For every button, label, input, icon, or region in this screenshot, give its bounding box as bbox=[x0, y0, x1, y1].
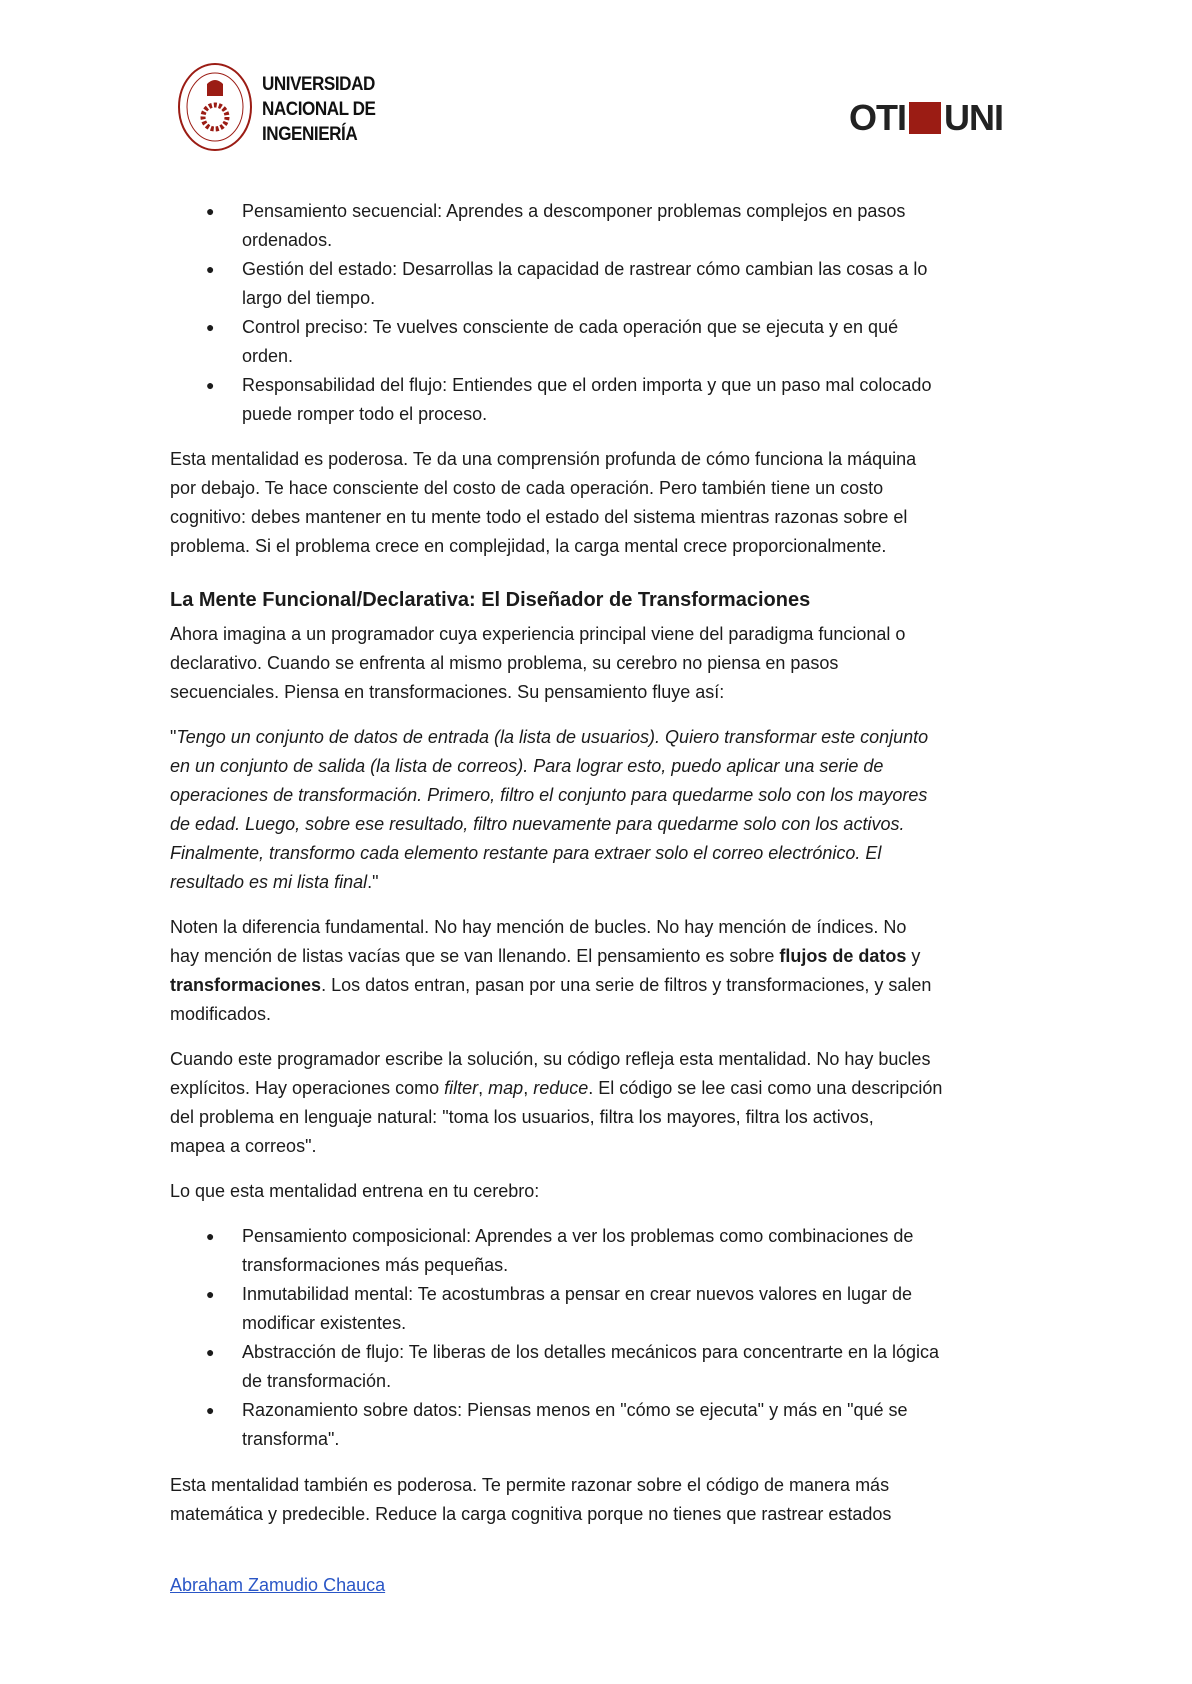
oti-uni-logo bbox=[849, 97, 1003, 138]
line: matemática y predecible. Reduce la carga cognitiva porque no tienes que rastrear estados bbox=[170, 1504, 892, 1524]
university-logo-text bbox=[262, 72, 375, 147]
line: transformaciones más pequeñas. bbox=[242, 1255, 509, 1275]
line: modificados. bbox=[170, 1004, 272, 1024]
oti-logo-mark bbox=[909, 102, 941, 134]
line: puede romper todo el proceso. bbox=[242, 404, 488, 424]
line: operaciones de transformación. Primero, filtro el conjunto para quedarme solo con los mayores bbox=[170, 785, 928, 805]
line: mapea a correos". bbox=[170, 1136, 317, 1156]
line: de edad. Luego, sobre ese resultado, filtro nuevamente para quedarme solo con los activos. bbox=[170, 814, 905, 834]
bold-text: flujos de datos bbox=[779, 946, 907, 966]
bullet-icon: ● bbox=[206, 319, 215, 335]
line: Razonamiento sobre datos: Piensas menos en "cómo se ejecuta" y más en "qué se bbox=[242, 1400, 908, 1420]
line: Control preciso: Te vuelves consciente de cada operación que se ejecuta y en qué bbox=[242, 317, 899, 337]
paragraph-difference bbox=[170, 913, 1050, 1029]
bullet-icon: ● bbox=[206, 1228, 215, 1244]
line: Tengo un conjunto de datos de entrada (la lista de usuarios). Quiero transformar este conjunto bbox=[176, 727, 929, 747]
list-item bbox=[170, 197, 1050, 255]
bullet-icon: ● bbox=[206, 377, 215, 393]
text: y bbox=[906, 946, 921, 966]
university-seal-logo bbox=[177, 62, 253, 152]
line: largo del tiempo. bbox=[242, 288, 376, 308]
line: orden. bbox=[242, 346, 294, 366]
paragraph-functional-summary bbox=[170, 1471, 1050, 1529]
line: por debajo. Te hace consciente del costo de cada operación. Pero también tiene un costo bbox=[170, 478, 884, 498]
oti-logo-left: OTI bbox=[849, 97, 906, 138]
paragraph-solution bbox=[170, 1045, 1050, 1161]
line: ordenados. bbox=[242, 230, 333, 250]
logo-line: NACIONAL DE bbox=[262, 99, 376, 120]
bullet-icon: ● bbox=[206, 1286, 215, 1302]
bullet-icon: ● bbox=[206, 1402, 215, 1418]
list-item bbox=[170, 1280, 1050, 1338]
text: , bbox=[523, 1078, 534, 1098]
line: Abstracción de flujo: Te liberas de los detalles mecánicos para concentrarte en la lógica bbox=[242, 1342, 940, 1362]
list-item bbox=[170, 1222, 1050, 1280]
bullet-icon: ● bbox=[206, 203, 215, 219]
text: . El código se lee casi como una descripción bbox=[588, 1078, 943, 1098]
italic-text: filter bbox=[444, 1078, 479, 1098]
line: Finalmente, transformo cada elemento restante para extraer solo el correo electrónico. El bbox=[170, 843, 882, 863]
list-item bbox=[170, 313, 1050, 371]
paragraph-intro-list bbox=[170, 1177, 1050, 1206]
author-link[interactable]: Abraham Zamudio Chauca bbox=[170, 1575, 386, 1595]
line: transforma". bbox=[242, 1429, 340, 1449]
line: resultado es mi lista final bbox=[170, 872, 368, 892]
quote-close: ." bbox=[367, 872, 379, 892]
list-item bbox=[170, 255, 1050, 313]
line: declarativo. Cuando se enfrenta al mismo problema, su cerebro no piensa en pasos bbox=[170, 653, 839, 673]
line: modificar existentes. bbox=[242, 1313, 407, 1333]
line: del problema en lenguaje natural: "toma los usuarios, filtra los mayores, filtra los activos, bbox=[170, 1107, 874, 1127]
line: problema. Si el problema crece en complejidad, la carga mental crece proporcionalmente. bbox=[170, 536, 887, 556]
text: explícitos. Hay operaciones como bbox=[170, 1078, 445, 1098]
text: hay mención de listas vacías que se van llenando. El pensamiento es sobre bbox=[170, 946, 780, 966]
line: Pensamiento composicional: Aprendes a ver los problemas como combinaciones de bbox=[242, 1226, 914, 1246]
quote-open: " bbox=[170, 727, 177, 747]
bullet-icon: ● bbox=[206, 261, 215, 277]
text: . Los datos entran, pasan por una serie de filtros y transformaciones, y salen bbox=[321, 975, 932, 995]
logo-line: INGENIERÍA bbox=[262, 124, 358, 145]
line: Cuando este programador escribe la solución, su código refleja esta mentalidad. No hay bucles bbox=[170, 1049, 931, 1069]
line: Esta mentalidad es poderosa. Te da una comprensión profunda de cómo funciona la máquina bbox=[170, 449, 917, 469]
paragraph-functional-intro bbox=[170, 620, 1050, 707]
italic-text: map bbox=[488, 1078, 524, 1098]
bullet-icon: ● bbox=[206, 1344, 215, 1360]
line: de transformación. bbox=[242, 1371, 392, 1391]
text: , bbox=[478, 1078, 489, 1098]
oti-logo-right: UNI bbox=[944, 97, 1003, 138]
line: Pensamiento secuencial: Aprendes a descomponer problemas complejos en pasos bbox=[242, 201, 906, 221]
line: Noten la diferencia fundamental. No hay mención de bucles. No hay mención de índices. No bbox=[170, 917, 907, 937]
line: Ahora imagina a un programador cuya experiencia principal viene del paradigma funcional o bbox=[170, 624, 906, 644]
line: en un conjunto de salida (la lista de correos). Para lograr esto, puedo aplicar una serie de bbox=[170, 756, 884, 776]
line: cognitivo: debes mantener en tu mente todo el estado del sistema mientras razonas sobre el bbox=[170, 507, 908, 527]
bullet-list-imperative bbox=[170, 197, 1050, 429]
line: Responsabilidad del flujo: Entiendes que el orden importa y que un paso mal colocado bbox=[242, 375, 932, 395]
section-heading: La Mente Funcional/Declarativa: El Diseñador de Transformaciones bbox=[170, 589, 811, 611]
list-item bbox=[170, 1396, 1050, 1454]
bold-text: transformaciones bbox=[170, 975, 322, 995]
bullet-list-functional bbox=[170, 1222, 1050, 1454]
paragraph-imperative-summary bbox=[170, 445, 1050, 561]
list-item bbox=[170, 1338, 1050, 1396]
line: Inmutabilidad mental: Te acostumbras a pensar en crear nuevos valores en lugar de bbox=[242, 1284, 913, 1304]
line: Lo que esta mentalidad entrena en tu cerebro: bbox=[170, 1181, 540, 1201]
line: secuenciales. Piensa en transformaciones. Su pensamiento fluye así: bbox=[170, 682, 725, 702]
quote-paragraph bbox=[170, 723, 1050, 897]
line: Gestión del estado: Desarrollas la capacidad de rastrear cómo cambian las cosas a lo bbox=[242, 259, 928, 279]
line: Esta mentalidad también es poderosa. Te permite razonar sobre el código de manera más bbox=[170, 1475, 890, 1495]
logo-line: UNIVERSIDAD bbox=[262, 74, 375, 95]
italic-text: reduce bbox=[533, 1078, 589, 1098]
list-item bbox=[170, 371, 1050, 429]
